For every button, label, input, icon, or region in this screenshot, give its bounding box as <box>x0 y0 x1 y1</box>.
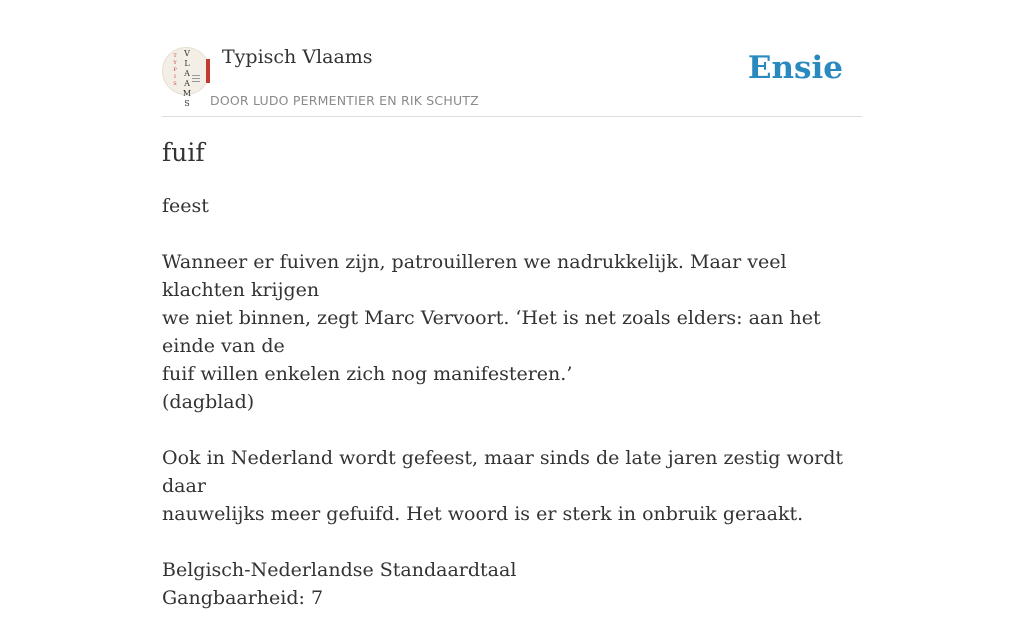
cover-red-lettering: T Y P I S <box>173 53 177 87</box>
note-line: Ook in Nederland wordt gefeest, maar sinds de late jaren zestig wordt daar <box>162 447 844 497</box>
quote-source: (dagblad) <box>162 391 255 413</box>
language-label: Belgisch-Nederlandse Standaardtaal <box>162 559 517 581</box>
quote-line: fuif willen enkelen zich nog manifesteren.’ <box>162 363 573 385</box>
quote-line: we niet binnen, zegt Marc Vervoort. ‘Het is net zoals elders: aan het einde van de <box>162 307 821 357</box>
cover-red-stripe <box>206 59 210 83</box>
cover-text-lines <box>192 75 200 84</box>
book-authors: DOOR LUDO PERMENTIER EN RIK SCHUTZ <box>210 93 479 108</box>
cover-lettering: V L A A M S <box>182 49 192 108</box>
entry-content <box>162 192 862 640</box>
book-cover-avatar[interactable] <box>162 47 210 108</box>
entry-note <box>162 444 862 528</box>
book-title-link[interactable]: Typisch Vlaams <box>222 46 373 68</box>
entry-title: fuif <box>162 138 205 167</box>
quote-line: Wanneer er fuiven zijn, patrouilleren we nadrukkelijk. Maar veel klachten krijgen <box>162 251 787 301</box>
frequency-label: Gangbaarheid: 7 <box>162 587 324 609</box>
entry-definition: feest <box>162 195 209 217</box>
page <box>162 0 862 609</box>
entry-quote <box>162 248 862 416</box>
header <box>162 0 862 117</box>
note-line: nauwelijks meer gefuifd. Het woord is er sterk in onbruik geraakt. <box>162 503 804 525</box>
ensie-logo-link[interactable]: Ensie <box>747 50 843 86</box>
entry-meta <box>162 556 862 612</box>
